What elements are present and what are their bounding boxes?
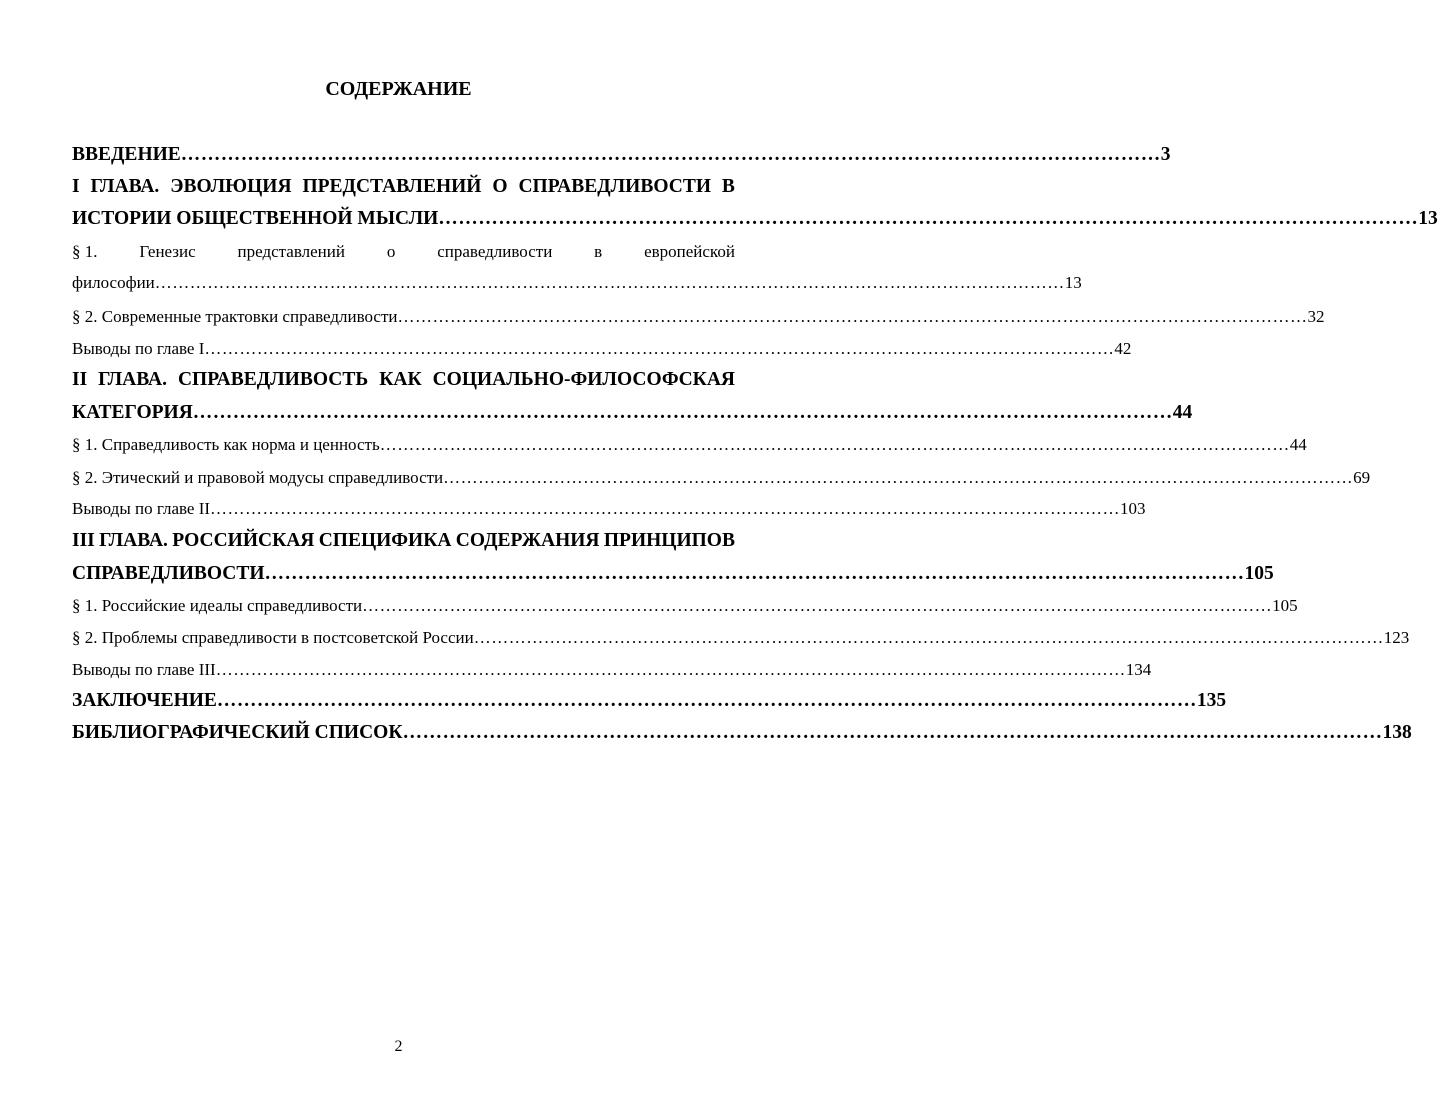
toc-entry-chapter-1-line-2[interactable] xyxy=(72,207,1438,231)
toc-entry-text: Выводы по главе III xyxy=(72,660,216,679)
toc-word: В xyxy=(721,176,735,197)
toc-entry-1-1-line-2[interactable] xyxy=(72,271,1082,295)
toc-entry-2-conclusions[interactable] xyxy=(72,497,1146,521)
toc-entry-text: СПРАВЕДЛИВОСТИ xyxy=(72,563,265,584)
toc-word: СПРАВЕДЛИВОСТЬ xyxy=(177,369,369,390)
toc-entry-text: ВВЕДЕНИЕ xyxy=(72,144,181,165)
toc-word: РОССИЙСКАЯ xyxy=(172,530,315,551)
toc-word: § 1. xyxy=(72,242,98,261)
toc-entry-text: КАТЕГОРИЯ xyxy=(72,402,193,423)
toc-word: О xyxy=(492,176,508,197)
toc-word: СПЕЦИФИКА xyxy=(318,530,452,551)
toc-word: ГЛАВА. xyxy=(90,176,160,197)
toc-word: СОЦИАЛЬНО-ФИЛОСОФСКАЯ xyxy=(432,369,735,390)
toc-entry-2-2[interactable] xyxy=(72,466,1371,490)
toc-word: СПРАВЕДЛИВОСТИ xyxy=(518,176,712,197)
toc-page-number: 44 xyxy=(1172,402,1193,423)
dot-leader: ………………………………………………………………………………………………………………………………………… xyxy=(215,660,1126,679)
toc-entry-chapter-2-line-2[interactable] xyxy=(72,401,1193,425)
dot-leader: ………………………………………………………………………………………………………………………………… xyxy=(216,690,1197,711)
dot-leader: ………………………………………………………………………………………………………………………………… xyxy=(438,208,1419,229)
toc-entry-chapter-3-line-1[interactable] xyxy=(72,529,735,553)
toc-entry-introduction[interactable] xyxy=(72,143,1171,167)
dot-leader: ………………………………………………………………………………………………………………………………… xyxy=(192,402,1173,423)
toc-word: ПРИНЦИПОВ xyxy=(603,530,735,551)
dot-leader: ………………………………………………………………………………………………………………………………… xyxy=(402,722,1383,743)
toc-entry-bibliography[interactable] xyxy=(72,721,1412,745)
toc-page-number: 135 xyxy=(1196,690,1227,711)
toc-entry-chapter-1-line-1[interactable] xyxy=(72,175,735,199)
toc-entry-text: БИБЛИОГРАФИЧЕСКИЙ СПИСОК xyxy=(72,722,403,743)
toc-entry-text: ЗАКЛЮЧЕНИЕ xyxy=(72,690,217,711)
toc-word: справедливости xyxy=(437,242,553,261)
toc-entry-chapter-3-line-2[interactable] xyxy=(72,562,1274,586)
toc-entry-3-conclusions[interactable] xyxy=(72,658,1152,682)
dot-leader: ………………………………………………………………………………………………………………………………… xyxy=(180,144,1161,165)
toc-entry-conclusion[interactable] xyxy=(72,689,1227,713)
toc-entry-1-conclusions[interactable] xyxy=(72,337,1132,361)
toc-word: в xyxy=(594,242,603,261)
toc-word: КАК xyxy=(379,369,422,390)
toc-entry-text: § 1. Справедливость как норма и ценность xyxy=(72,435,380,454)
dot-leader: ………………………………………………………………………………………………………………………………………… xyxy=(210,499,1121,518)
toc-page-number: 123 xyxy=(1383,628,1410,647)
toc-page-number: 134 xyxy=(1125,660,1152,679)
toc-page-number: 138 xyxy=(1382,722,1412,743)
toc-page-number: 42 xyxy=(1114,339,1132,358)
toc-word: Генезис xyxy=(139,242,196,261)
dot-leader: ………………………………………………………………………………………………………………………………………… xyxy=(379,435,1290,454)
toc-word: ЭВОЛЮЦИЯ xyxy=(170,176,292,197)
toc-entry-text: ИСТОРИИ ОБЩЕСТВЕННОЙ МЫСЛИ xyxy=(72,208,439,229)
toc-page-number: 44 xyxy=(1289,435,1307,454)
toc-page-number: 3 xyxy=(1160,144,1171,165)
toc-page-number: 69 xyxy=(1353,468,1371,487)
dot-leader: ………………………………………………………………………………………………………………………………………… xyxy=(154,273,1065,292)
toc-page-number: 13 xyxy=(1064,273,1082,292)
page-number: 2 xyxy=(394,1038,403,1055)
dot-leader: ………………………………………………………………………………………………………………………………… xyxy=(264,563,1245,584)
toc-page-number: 103 xyxy=(1120,499,1146,518)
toc-word: ГЛАВА. xyxy=(99,530,168,551)
toc-entry-text: § 2. Этический и правовой модусы справедливости xyxy=(72,468,444,487)
toc-entry-text: § 2. Проблемы справедливости в постсоветской России xyxy=(72,628,474,647)
toc-entry-1-1-line-1[interactable] xyxy=(72,240,735,264)
toc-page-number: 13 xyxy=(1418,208,1438,229)
toc-entry-3-1[interactable] xyxy=(72,594,1298,618)
toc-entry-text: Выводы по главе I xyxy=(72,339,205,358)
toc-entry-chapter-2-line-1[interactable] xyxy=(72,368,735,392)
toc-word: III xyxy=(72,530,95,551)
dot-leader: ………………………………………………………………………………………………………………………………………… xyxy=(443,468,1354,487)
toc-word: европейской xyxy=(644,242,735,261)
dot-leader: ………………………………………………………………………………………………………………………………………… xyxy=(473,628,1384,647)
toc-entry-text: § 1. Российские идеалы справедливости xyxy=(72,596,363,615)
toc-word: ГЛАВА. xyxy=(98,369,167,390)
toc-entry-text: § 2. Современные трактовки справедливости xyxy=(72,307,398,326)
toc-page-number: 105 xyxy=(1272,596,1298,615)
toc-word: СОДЕРЖАНИЯ xyxy=(455,530,600,551)
toc-word: II xyxy=(72,369,88,390)
toc-word: представлений xyxy=(237,242,345,261)
dot-leader: ………………………………………………………………………………………………………………………………………… xyxy=(397,307,1308,326)
toc-entry-2-1[interactable] xyxy=(72,433,1307,457)
toc-entry-3-2[interactable] xyxy=(72,626,1410,650)
toc-entry-text: Выводы по главе II xyxy=(72,499,211,518)
toc-word: о xyxy=(386,242,396,261)
toc-entry-text: философии xyxy=(72,273,155,292)
dot-leader: ………………………………………………………………………………………………………………………………………… xyxy=(204,339,1115,358)
toc-page-number: 32 xyxy=(1307,307,1325,326)
toc-entry-1-2[interactable] xyxy=(72,305,1325,329)
toc-page-number: 105 xyxy=(1244,563,1274,584)
page-title: СОДЕРЖАНИЕ xyxy=(325,78,472,100)
toc-word: I xyxy=(72,176,80,197)
toc-word: ПРЕДСТАВЛЕНИЙ xyxy=(302,176,482,197)
dot-leader: ………………………………………………………………………………………………………………………………………… xyxy=(362,596,1273,615)
